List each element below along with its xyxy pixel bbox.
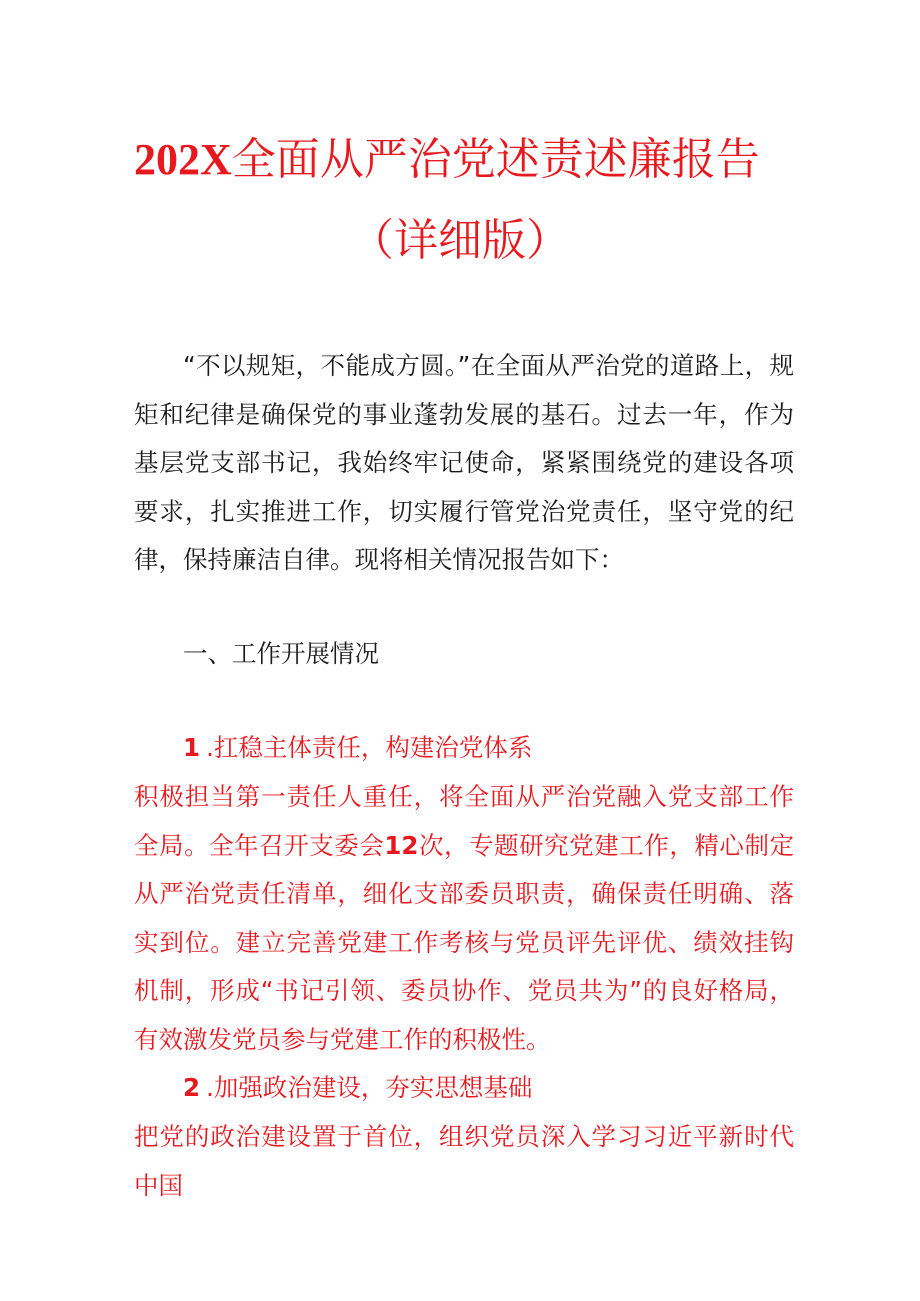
intro-paragraph: “不以规矩，不能成方圆。”在全面从严治党的道路上，规矩和纪律是确保党的事业蓬勃发展的基石。过去一年，作为基层党支部书记，我始终牢记使命，紧紧围绕党的建设各项要求，扎实推进工作，切实履行管党治党责任，坚守党的纪律，保持廉洁自律。现将相关情况报告如下： bbox=[134, 351, 794, 575]
subsection-title: .加强政治建设，夯实思想基础 bbox=[206, 1073, 533, 1102]
title-main: 全面从严治党述责述廉报告 bbox=[231, 134, 760, 185]
title-year-prefix: 202X bbox=[134, 135, 232, 184]
subsection-heading-1 bbox=[183, 724, 532, 772]
body-number: 12 bbox=[384, 830, 419, 860]
section-heading: 一、工作开展情况 bbox=[183, 639, 379, 668]
document-title bbox=[134, 124, 794, 196]
subsection-heading-2 bbox=[183, 1064, 532, 1112]
document-subtitle: （详细版） bbox=[350, 215, 570, 266]
body-text-part: 次，专题研究党建工作，精心制定从严治党责任清单，细化支部委员职责，确保责任明确、落实到位。建立完善党建工作考核与党员评先评优、绩效挂钩机制，形成“书记引领、委员协作、党员共为”的良好格局，有效激发党员参与党建工作的积极性。 bbox=[134, 830, 795, 1054]
subsection-body-1 bbox=[134, 773, 794, 1065]
subsection-body-2: 把党的政治建设置于首位，组织党员深入学习习近平新时代中国 bbox=[134, 1122, 794, 1200]
subsection-number: 2 bbox=[183, 1073, 201, 1102]
body-text-part: 积极担当第一责任人重任，将全面从严治党融入党支部工作全局。全年召开支委会 bbox=[134, 782, 794, 860]
subsection-title: .扛稳主体责任，构建治党体系 bbox=[206, 733, 533, 762]
subsection-number: 1 bbox=[183, 733, 201, 762]
